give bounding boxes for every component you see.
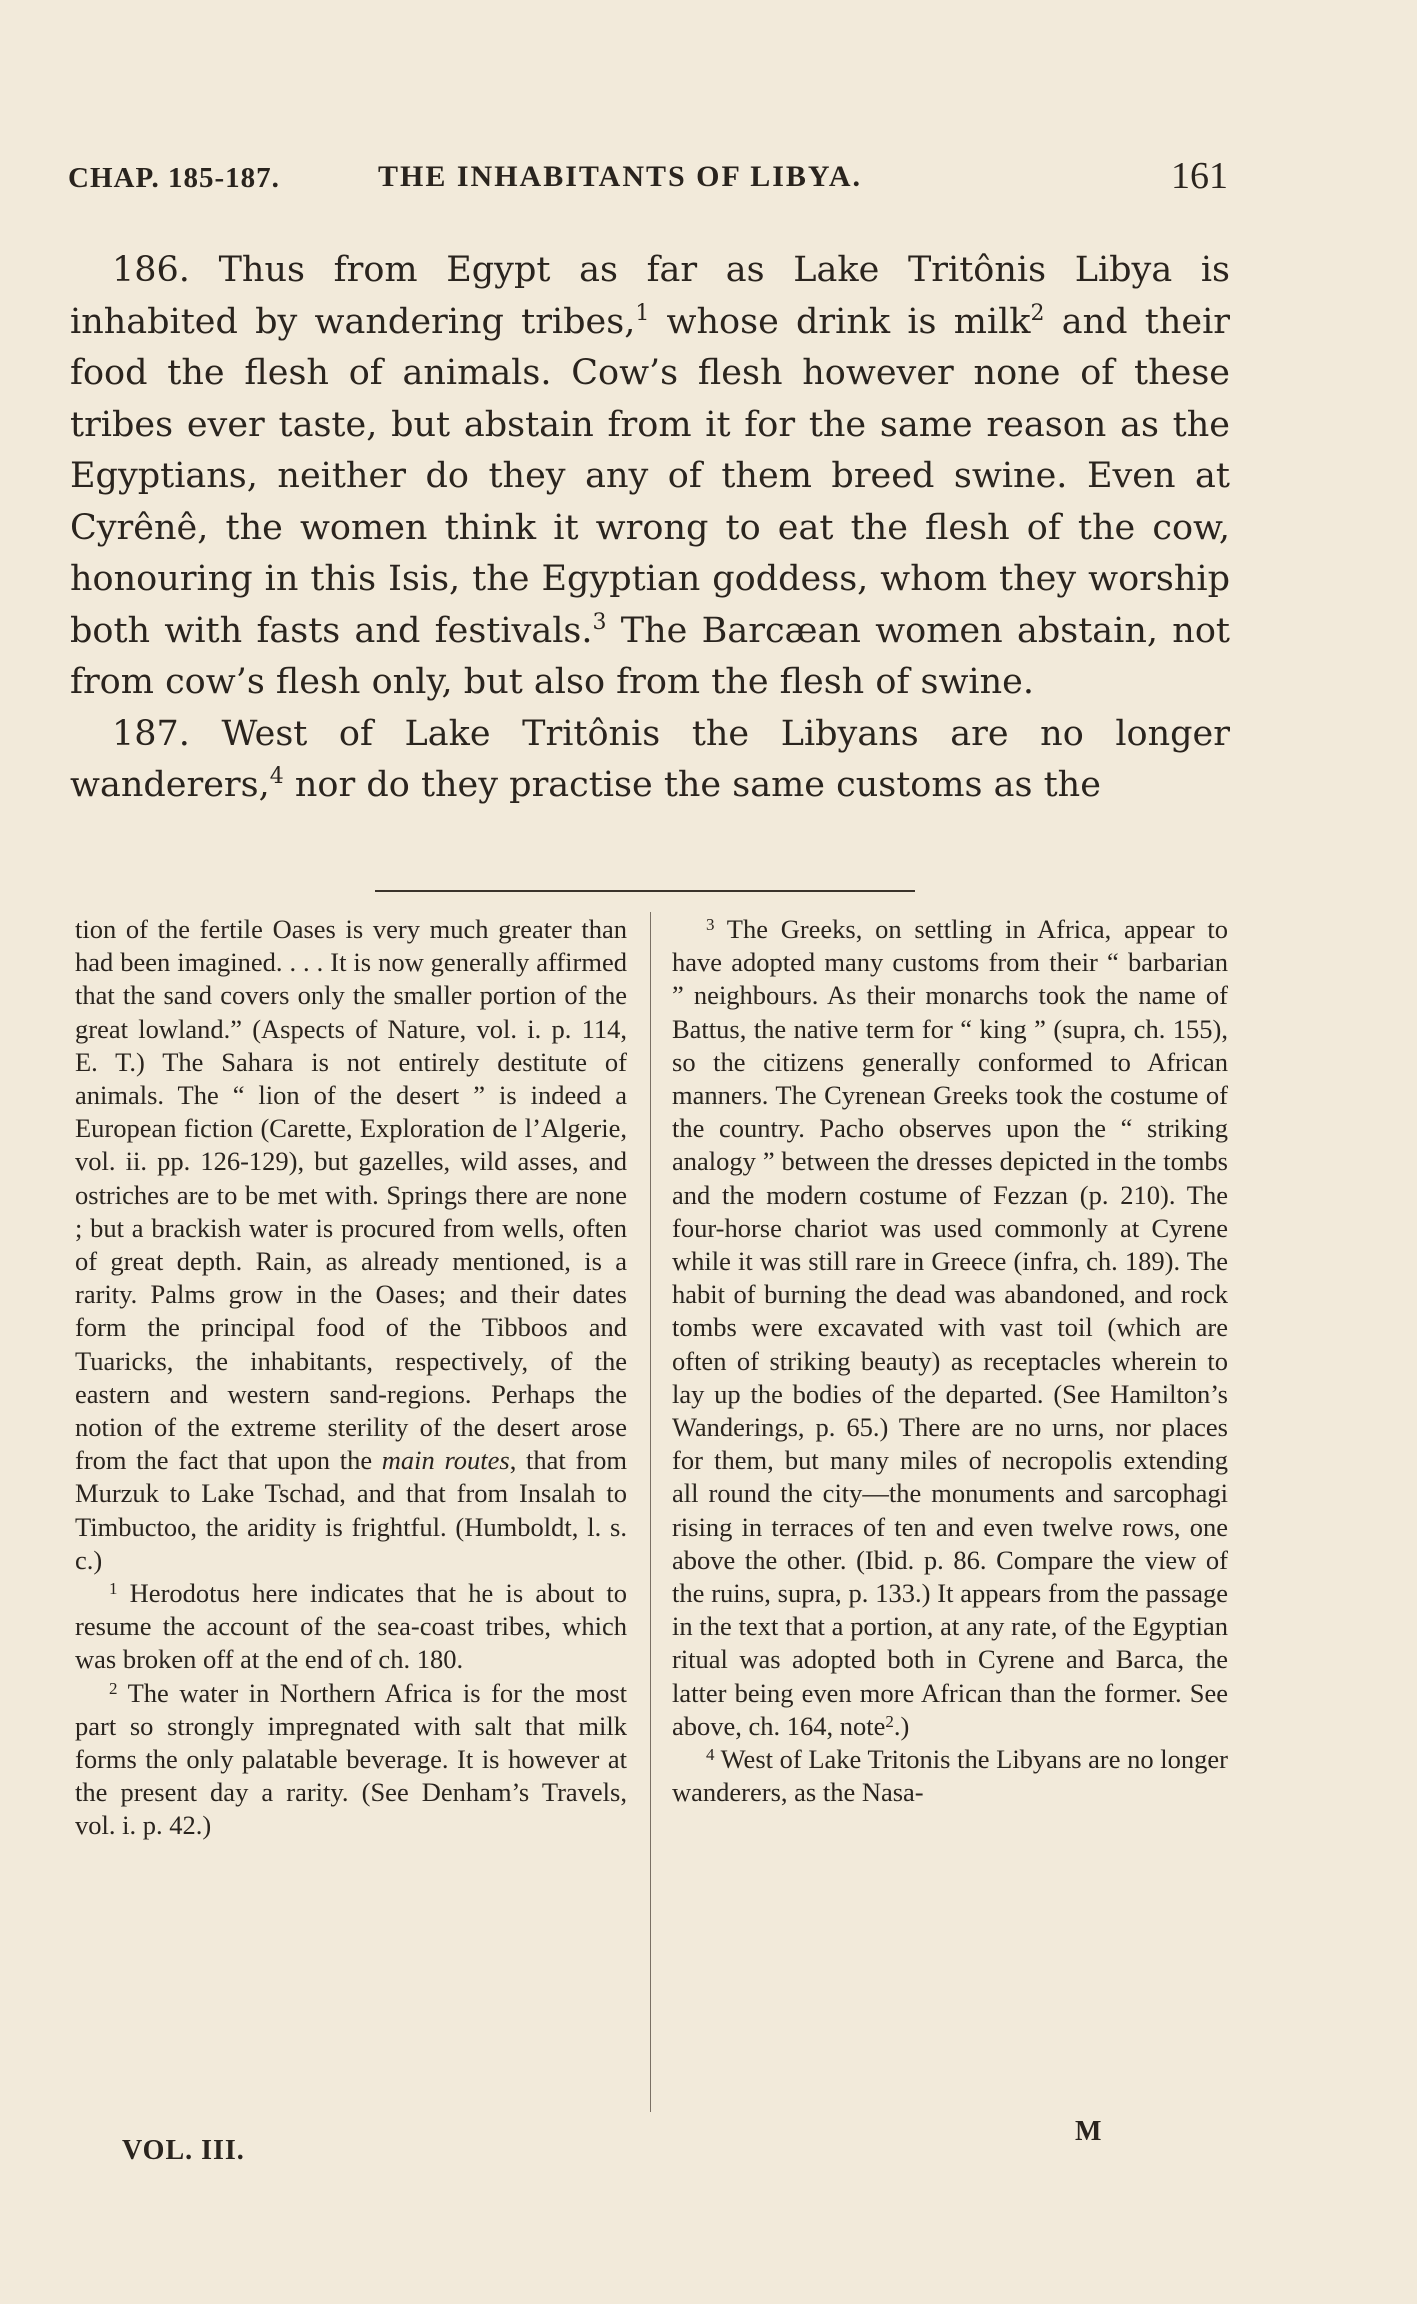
footnote-3: $^3$ The Greeks, on settling in Africa, appear to have adopted many customs from their “ barbarian ” neighbours. As their monarchs took the name of Battus, the native term for “ king ” (supra, ch. 155), so the citizens generally conformed to African manners. The Cyrenean Greeks took the costume of the country. Pacho observes upon the “ striking analogy ” between the dresses depicted in the tombs and the modern costume of Fezzan (p. 210). The four-horse chariot was used commonly at Cyrene while it was still rare in Greece (infra, ch. 189). The habit of burning the dead was abandoned, and rock tombs were excavated with vast toil (which are often of striking beauty) as receptacles wherein to lay up the bodies of the departed. (See Hamilton’s Wanderings, p. 65.) There are no urns, nor places for them, but many miles of necropolis extending all round the city—the monuments and sarcophagi rising in terraces of ten and even twelve rows, one above the other. (Ibid. p. 86. Compare the view of the ruins, supra, p. 133.) It appears from the passage in the text that a portion, at any rate, of the Egyptian ritual was adopted both in Cyrene and Barca, the latter being even more African than the former. See above, ch. 164, note$^2$.)	[672, 914, 1228, 1741]
page-number: 161	[1171, 155, 1228, 197]
footnote-ref-3: 3	[592, 609, 607, 635]
footnotes-left-column	[75, 913, 627, 1843]
signature-mark: M	[1075, 2116, 1102, 2147]
main-text	[70, 245, 1230, 812]
paragraph-187: 187. West of Lake Tritônis the Libyans are no longer wanderers,$^4$ nor do they practise the same customs as the	[70, 713, 1230, 805]
footnote-1: $^1$ Herodotus here indicates that he is about to resume the account of the sea-coast tribes, which was broken off at the end of ch. 180.	[75, 1578, 627, 1675]
column-divider	[650, 912, 651, 2112]
footnote-ref-2: 2	[1030, 300, 1045, 326]
footnote-ref-1: 1	[635, 300, 650, 326]
footnotes-right-column	[672, 913, 1228, 1809]
footnote-4: $^4$ West of Lake Tritonis the Libyans are no longer wanderers, as the Nasa-	[672, 1744, 1228, 1808]
footnote-separator-rule	[375, 890, 915, 892]
footnote-continuation: tion of the fertile Oases is very much greater than had been imagined. . . . It is now generally affirmed that the sand covers only the smaller portion of the great lowland.” (Aspects of Nature, vol. i. p. 114, E. T.) The Sahara is not entirely destitute of animals. The “ lion of the desert ” is indeed a European fiction (Carette, Exploration de l’Algerie, vol. ii. pp. 126-129), but gazelles, wild asses, and ostriches are to be met with. Springs there are none ; but a brackish water is procured from wells, often of great depth. Rain, as already mentioned, is a rarity. Palms grow in the Oases; and their dates form the principal food of the Tibboos and Tuaricks, the inhabitants, respectively, of the eastern and western sand-regions. Perhaps the notion of the extreme sterility of the desert arose from the fact that upon the main routes, that from Murzuk to Lake Tschad, and that from Insalah to Timbuctoo, the aridity is frightful. (Humboldt, l. s. c.)	[75, 914, 627, 1575]
running-title: THE INHABITANTS OF LIBYA.	[378, 160, 863, 193]
volume-label: VOL. III.	[122, 2135, 245, 2166]
footnote-ref-4: 4	[269, 764, 284, 789]
footnote-2: $^2$ The water in Northern Africa is for the most part so strongly impregnated with salt that milk forms the only palatable beverage. It is however at the present day a rarity. (See Denham’s Travels, vol. i. p. 42.)	[75, 1677, 627, 1841]
running-header	[68, 152, 1228, 202]
paragraph-186: 186. Thus from Egypt as far as Lake Tritônis Libya is inhabited by wandering tribes,$^1$ whose drink is milk$^2$ and their food the flesh of animals. Cow’s flesh however none of these tribes ever taste, but abstain from it for the same reason as the Egyptians, neither do they any of them breed swine. Even at Cyrênê, the women think it wrong to eat the flesh of the cow, honouring in this Isis, the Egyptian goddess, whom they worship both with fasts and festivals.$^3$ The Barcæan women abstain, not from cow’s flesh only, but also from the flesh of swine.	[70, 250, 1231, 702]
chapter-reference: CHAP. 185-187.	[68, 162, 280, 194]
